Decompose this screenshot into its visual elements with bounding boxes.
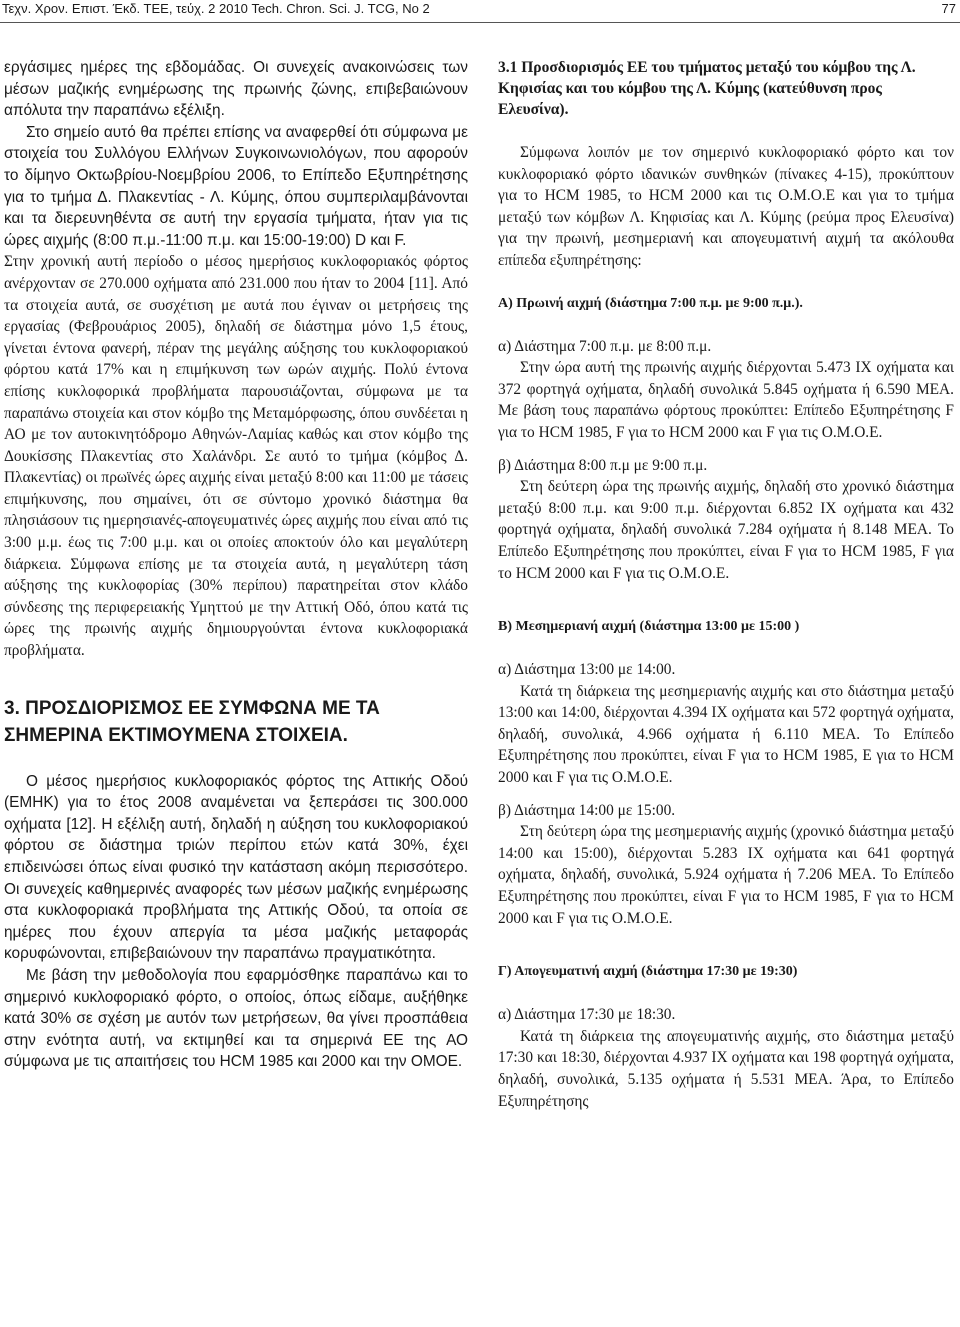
page-number: 77 [941,1,956,16]
paragraph: Στη δεύτερη ώρα της πρωινής αιχμής, δηλαδή στο χρονικό διάστημα μεταξύ 8:00 π.μ. και 9:00 π.μ. διέρχονται 6.852 ΙΧ οχήματα και 432 φορτηγά οχήματα, δηλαδή συνολικά 7.284 οχήματα ή 8.148 ΜΕΑ. Το Επίπεδο Εξυπηρέτησης που προκύπτει, είναι F για το HCM 1985, F για το HCM 2000 και F για τις Ο.Μ.Ο.Ε. [498,478,954,582]
section-title: 3. ΠΡΟΣΔΙΟΡΙΣΜΟΣ ΕΕ ΣΥΜΦΩΝΑ ΜΕ ΤΑ ΣΗΜΕΡΙΝΑ ΕΚΤΙΜΟΥΜΕΝΑ ΣΤΟΙΧΕΙΑ. [4,697,380,746]
paragraph: Κατά τη διάρκεια της μεσημεριανής αιχμής και στο διάστημα μεταξύ 13:00 και 14:00, διέρχονται 4.394 ΙΧ οχήματα και 572 φορτηγά οχήματα, δηλαδή, συνολικά, 4.966 οχήματα ή 6.110 ΜΕΑ. Το Επίπεδο Εξυπηρέτησης που προκύπτει, είναι F για το HCM 1985, E για το HCM 2000 και F για τις Ο.Μ.Ο.Ε. [498,682,954,787]
case-title: Β) Μεσημεριανή αιχμή (διάστημα 13:00 με 15:00 ) [498,619,800,635]
paragraph: Στο σημείο αυτό θα πρέπει επίσης να αναφερθεί ότι σύμφωνα με στοιχεία του Συλλόγου Ελλήνων Συγκοινωνιολόγων, που αφορούν το δίμηνο Οκτωβρίου-Νοεμβρίου 2006, το Επίπεδο Εξυπηρέτησης για το τμήμα Δ. Πλακεντίας - Λ. Κύμης, όπου συμπεριλαμβάνονται και τα διερευνηθέντα σε αυτή την εργασία τμήματα, ήταν για τις ώρες αιχμής (8:00 π.μ.-11:00 π.μ. και 15:00-19:00) D και F. [4,123,468,249]
right-column [498,57,954,1112]
paragraph: Με βάση την μεθοδολογία που εφαρμόσθηκε παραπάνω και το σημερινό κυκλοφοριακό φόρτο, ο οποίος, όπως είδαμε, αυξήθηκε κατά 30% σε σχέση με αυτόν των μετρήσεων, θα γίνει προσπάθεια στην ενότητα αυτή, να εκτιμηθεί και τα σημερινά ΕΕ της ΑΟ σύμφωνα με τις απαιτήσεις του HCM 1985 και 2000 και την ΟΜΟΕ. [4,966,468,1071]
interval-label: α) Διάστημα 17:30 με 18:30. [498,1006,676,1024]
left-column [4,57,468,1073]
case-title: Γ) Απογευματινή αιχμή (διάστημα 17:30 με 19:30) [498,964,798,980]
running-header [0,0,960,23]
paragraph: Στην χρονική αυτή περίοδο ο μέσος ημερήσιος κυκλοφοριακός φόρτος ανέρχονταν σε 270.000 οχήματα από 231.000 που ήταν το 2004 [11]. Από τα στοιχεία αυτά, σε συσχέτιση με αυτά που έγιναν οι μετρήσεις της εργασίας (Φεβρουάριος 2005), δηλαδή σε διάστημα μόνο 1,5 έτους, γίνεται έντονα φανερή, πέραν της μεγάλης αύξησης του κυκλοφοριακού φόρτου κατά 17% και η επιμήκυνση των ωρών αιχμής. Πολύ έντονα επίσης κυκλοφορικά προβλήματα παρουσιάζονται, σύμφωνα με τα παραπάνω στοιχεία και στον κόμβο της Μεταμόρφωσης, όπου συνδέεται η ΑΟ με τον αυτοκινητόδρομο Αθηνών-Λαμίας καθώς και στον κόμβο της Δουκίσσης Πλακεντίας στο Χαλάνδρι. Σε αυτό το τμήμα (κόμβος Δ. Πλακεντίας) οι πρωϊνές ώρες αιχμής είναι μεταξύ 8:00 και 11:00 με τάσεις επιμήκυνσης, που σημαίνει, ότι σε σύντομο χρονικό διάστημα θα πλησιάσουν τις ημερησιανές-απογευματινές ώρες αιχμής που είναι από τις 3:00 μ.μ. έως τις 7:00 μ.μ. και οι οποίες αποκτούν όλο και μεγαλύτερη διάρκεια. Σύμφωνα επίσης με τα στοιχεία αυτά, η μεγαλύτερη τάση αύξησης της κυκλοφορίας (30% περίπου) παρατηρείται στον κλάδο σύνδεσης της περιφερειακής Υμηττού με την Αττική Οδό, όπου κατά τις ώρες της πρωινής αιχμής δημιουργούνται έντονα κυκλοφοριακά προβλήματα. [4,253,468,660]
case-title: Α) Πρωινή αιχμή (διάστημα 7:00 π.μ. με 9:00 π.μ.). [498,295,803,311]
paragraph: Στη δεύτερη ώρα της μεσημεριανής αιχμής (χρονικό διάστημα μεταξύ 14:00 και 15:00), διέρχονται 5.283 ΙΧ οχήματα και 641 φορτηγά οχήματα, δηλαδή, συνολικά, 5.924 οχήματα ή 7.206 ΜΕΑ. Το Επίπεδο Εξυπηρέτησης που προκύπτει, είναι F για το HCM 1985, F για το HCM 2000 και F για τις Ο.Μ.Ο.Ε. [498,823,954,927]
interval-label: α) Διάστημα 13:00 με 14:00. [498,661,676,679]
interval-label: β) Διάστημα 8:00 π.μ με 9:00 π.μ. [498,456,708,474]
interval-label: β) Διάστημα 14:00 με 15:00. [498,801,676,819]
interval-label: α) Διάστημα 7:00 π.μ. με 8:00 π.μ. [498,337,712,355]
paragraph: Ο μέσος ημερήσιος κυκλοφοριακός φόρτος της Αττικής Οδού (ΕΜΗΚ) για το έτος 2008 αναμένεται να ξεπεράσει τις 300.000 οχήματα [12]. Η εξέλιξη αυτή, δηλαδή η αύξηση του κυκλοφοριακού φόρτου σε διάστημα τριών περίπου ετών κατά 30%, έχει επιδεινώσει όπως είναι φυσικό την κατάσταση ακόμη περισσότερο. Οι συνεχείς καθημερινές αναφορές των μέσων μαζικής ενημέρωσης στα κυκλοφοριακά προβλήματα της Αττικής Οδού, τα οποία σε ημέρες που έχουν απεργία τα μέσα μαζικής μεταφοράς κορυφώνονται, επιβεβαιώνουν την παραπάνω πραγματικότητα. [4,772,468,963]
journal-citation: Τεχν. Χρον. Επιστ. Έκδ. ΤΕΕ, τεύχ. 2 2010 Tech. Chron. Sci. J. TCG, No 2 [2,1,430,16]
paragraph: Σύμφωνα λοιπόν με τον σημερινό κυκλοφοριακό φόρτο και τον κυκλοφοριακό φόρτο ιδανικών συνθηκών (πίνακες 4-15), προκύπτουν για το HCM 1985, το HCM 2000 και τις Ο.Μ.Ο.Ε και για το τμήμα μεταξύ των κόμβων Λ. Κηφισίας και Λ. Κύμης (ρεύμα προς Ελευσίνα) για την πρωινή, μεσημεριανή και απογευματινή αιχμή τα ακόλουθα επίπεδα εξυπηρέτησης: [498,144,954,269]
paragraph: εργάσιμες ημέρες της εβδομάδας. Οι συνεχείς ανακοινώσεις των μέσων μαζικής ενημέρωσης της πρωινής ζώνης, επιβεβαιώνουν απόλυτα την παραπάνω εξέλιξη. [4,59,468,120]
paragraph: Στην ώρα αυτή της πρωινής αιχμής διέρχονται 5.473 ΙΧ οχήματα και 372 φορτηγά οχήματα, δηλαδή συνολικά 5.845 οχήματα ή 6.590 ΜΕΑ. Με βάση τους παραπάνω φόρτους προκύπτει: Επίπεδο Εξυπηρέτησης F για το HCM 1985, F για το HCM 2000 και F για τις Ο.Μ.Ο.Ε. [498,359,954,441]
paragraph: Κατά τη διάρκεια της απογευματινής αιχμής, στο διάστημα μεταξύ 17:30 και 18:30, διέρχονται 4.937 ΙΧ οχήματα και 198 φορτηγά οχήματα, δηλαδή, συνολικά, 5.135 οχήματα ή 5.531 ΜΕΑ. Άρα, το Επίπεδο Εξυπηρέτησης [498,1027,954,1110]
subsection-title: 3.1 Προσδιορισμός ΕΕ του τμήματος μεταξύ του κόμβου της Λ. Κηφισίας και του κόμβου της Λ. Κύμης (κατεύθυνση προς Ελευσίνα). [498,59,916,118]
